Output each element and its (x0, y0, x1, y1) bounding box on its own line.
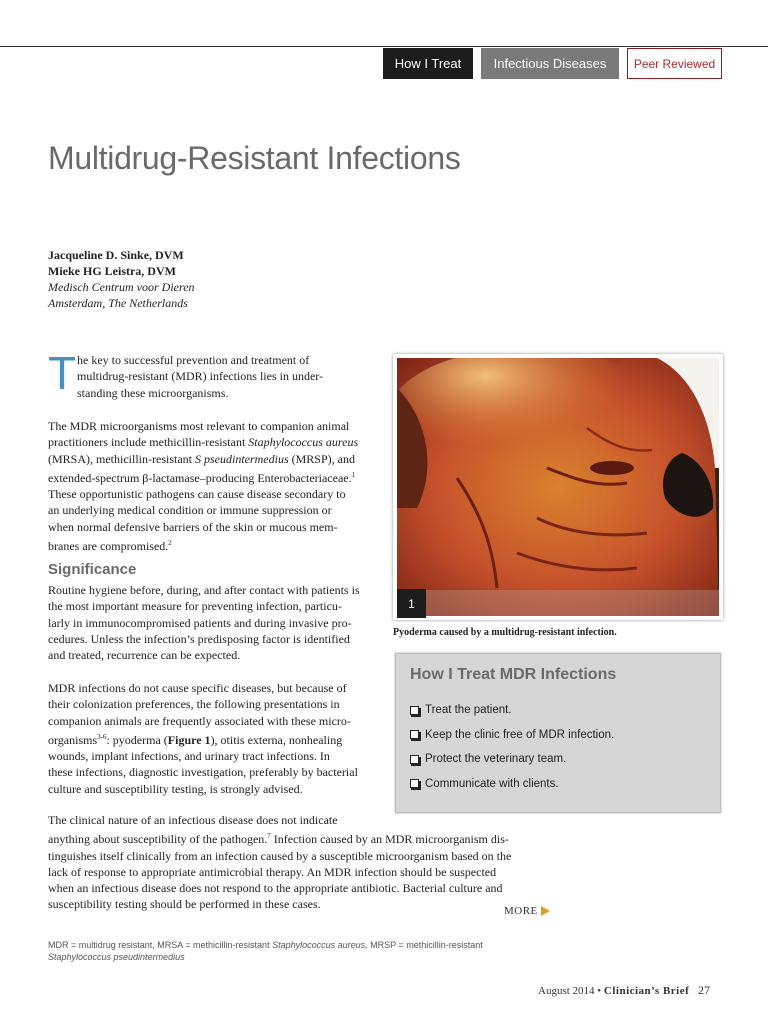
more-label: MORE (504, 905, 538, 917)
tag-how-label: How I Treat (394, 56, 462, 71)
author-name: Jacqueline D. Sinke, DVM (48, 248, 184, 262)
author-name: Mieke HG Leistra, DVM (48, 264, 176, 278)
tag-how-i-treat[interactable] (383, 48, 473, 79)
figure-number-badge: 1 (397, 589, 426, 618)
box-title: How I Treat MDR Infections (410, 666, 617, 683)
figure-caption: Pyoderma caused by a multidrug-resistant infection. (393, 627, 617, 638)
checkbox-icon (410, 779, 419, 788)
arrow-right-icon (541, 906, 550, 916)
body-paragraph: The clinical nature of an infectious disease does not indicate anything about susceptibility of the pathogen.$^7$ Infection caused by an MDR microorganism dis- tinguishes itself clinically from an infection caused by a susceptible microorganism based on the lack of response to appropriate antimicrobial therapy. An MDR infection should be suspected when an infectious disease does not respond to the appropriate antibiotic. Bacterial culture and susceptibility testing should be performed in these cases. (48, 813, 512, 912)
page-number: 27 (698, 983, 711, 997)
checklist-item: Treat the patient. (410, 698, 706, 723)
issue-date: August 2014 (538, 985, 595, 997)
checkbox-icon (410, 755, 419, 764)
tag-infectious-diseases[interactable] (481, 48, 619, 79)
page-footer: August 2014 • Clinician’s Brief 27 (538, 983, 711, 997)
abbreviation-footnote: MDR = multidrug resistant, MRSA = methicillin-resistant Staphylococcus aureus, MRSP = methicillin-resistant Staphylococcus pseudintermedius (48, 940, 483, 962)
article-title: Multidrug-Resistant Infections (48, 140, 461, 176)
how-i-treat-box (395, 653, 721, 813)
author-block (48, 247, 195, 311)
checklist-item: Keep the clinic free of MDR infection. (410, 723, 706, 748)
body-paragraph: MDR infections do not cause specific diseases, but because of their colonization preferences, the following presentations in companion animals are frequently associated with these micro- organisms$^{3-6}$: pyoderma (Figure 1), otitis externa, nonhealing wounds, implant infections, and urinary tract infections. In these infections, diagnostic investigation, preferably by bacterial culture and susceptibility testing, is strongly advised. (48, 681, 358, 796)
checklist-item: Protect the veterinary team. (410, 747, 706, 772)
figure-reference[interactable]: Figure 1 (167, 732, 211, 747)
body-paragraph: The MDR microorganisms most relevant to companion animal practitioners include methicillin-resistant Staphylococcus aureus (MRSA), methicillin-resistant S pseudintermedius (MRSP), and extended-spectrum β-lactamase–producing Enterobacteriaceae.$^1$ These opportunistic pathogens can cause disease secondary to an underlying medical condition or immune suppression or when normal defensive barriers of the skin or mucous mem- branes are compromised.$^2$ (48, 419, 359, 554)
tag-peer-label: Peer Reviewed (633, 56, 716, 71)
journal-name: Clinician’s Brief (603, 985, 690, 997)
affiliation: Medisch Centrum voor Dieren (48, 280, 195, 294)
section-heading: Significance (48, 561, 137, 578)
affiliation-location: Amsterdam, The Netherlands (48, 296, 188, 310)
checklist-item: Communicate with clients. (410, 772, 706, 797)
checkbox-icon (410, 730, 419, 739)
intro-line: multidrug-resistant (MDR) infections lies in under- (77, 369, 324, 384)
header-rule (0, 46, 768, 47)
figure-1 (393, 354, 723, 620)
tag-infectious-label: Infectious Diseases (493, 56, 607, 71)
intro-line: he key to successful prevention and treatment of (77, 353, 310, 367)
drop-cap: T (48, 347, 77, 399)
more-link[interactable] (504, 905, 550, 917)
tag-peer-reviewed[interactable] (627, 48, 722, 79)
bulldog-pyoderma-photo (397, 358, 719, 616)
intro-line: standing these microorganisms. (77, 385, 229, 400)
body-paragraph: Routine hygiene before, during, and after contact with patients is the most important measure for preventing infection, particu- larly in immunocompromised patients and during invasive pro- cedures. Unless the infection’s predisposing factor is identified and treated, recurrence can be expected. (48, 583, 360, 663)
intro-paragraph (48, 347, 380, 401)
checkbox-icon (410, 706, 419, 715)
